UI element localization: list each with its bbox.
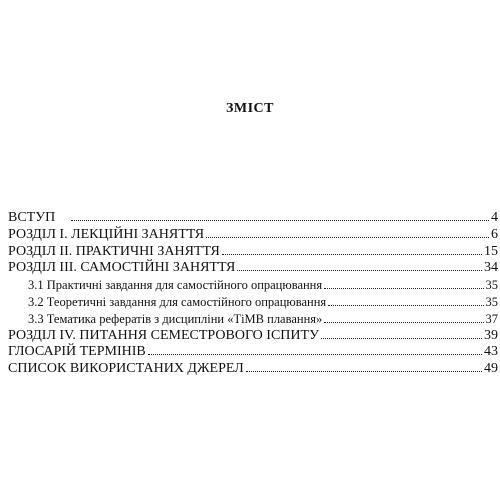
toc-leader-dots — [324, 322, 483, 323]
toc-entry-label: ВСТУП — [8, 210, 56, 225]
toc-entry-label: 3.2 Теоретичні завдання для самостійного опрацювання — [28, 294, 327, 309]
toc-leader-dots — [321, 338, 482, 339]
toc-entry-label: ГЛОСАРІЙ ТЕРМІНІВ — [8, 344, 146, 360]
toc-entry-label: 3.1 Практичні завдання для самостійного опрацювання — [28, 278, 323, 293]
table-of-contents — [8, 210, 498, 378]
toc-leader-dots — [206, 237, 489, 238]
toc-page-number: 4 — [491, 210, 498, 225]
toc-leader-dots — [328, 305, 483, 306]
toc-entry-subsection-3-1[interactable] — [8, 277, 498, 294]
toc-leader-dots — [148, 354, 482, 355]
toc-page-number: 43 — [484, 344, 498, 360]
toc-entry-section-3[interactable] — [8, 260, 498, 277]
toc-entry-label: РОЗДІЛ ІV. ПИТАННЯ СЕМЕСТРОВОГО ІСПИТУ — [8, 327, 319, 343]
toc-page-number: 15 — [484, 243, 498, 259]
toc-entry-section-1[interactable] — [8, 227, 498, 244]
toc-leader-dots — [222, 254, 482, 255]
toc-leader-dots — [324, 288, 483, 289]
contents-title: ЗМІСТ — [226, 101, 274, 116]
toc-page-number: 35 — [485, 294, 498, 309]
toc-page-number: 35 — [485, 278, 498, 293]
toc-entry-label: СПИСОК ВИКОРИСТАНИХ ДЖЕРЕЛ — [8, 361, 244, 377]
toc-leader-dots — [71, 220, 489, 221]
toc-page-number: 34 — [484, 260, 498, 276]
toc-entry-label: РОЗДІЛ ІІІ. САМОСТІЙНІ ЗАНЯТТЯ — [8, 260, 236, 276]
toc-entry-section-4[interactable] — [8, 328, 498, 345]
toc-leader-dots — [246, 371, 482, 372]
toc-entry-section-2[interactable] — [8, 244, 498, 261]
toc-page-number: 37 — [485, 311, 498, 326]
toc-page-number: 49 — [484, 361, 498, 377]
toc-entry-subsection-3-2[interactable] — [8, 294, 498, 311]
toc-entry-intro[interactable] — [8, 210, 498, 227]
toc-entry-references[interactable] — [8, 361, 498, 378]
toc-page-number: 39 — [484, 327, 498, 343]
toc-leader-dots — [237, 270, 482, 271]
toc-entry-label: 3.3 Тематика рефератів з дисципліни «ТіМВ плавання» — [28, 311, 323, 326]
toc-entry-label: РОЗДІЛ І. ЛЕКЦІЙНІ ЗАНЯТТЯ — [8, 226, 205, 242]
toc-entry-subsection-3-3[interactable] — [8, 311, 498, 328]
toc-entry-label: РОЗДІЛ ІІ. ПРАКТИЧНІ ЗАНЯТТЯ — [8, 243, 220, 259]
toc-entry-glossary[interactable] — [8, 344, 498, 361]
toc-page-number: 6 — [491, 226, 498, 242]
